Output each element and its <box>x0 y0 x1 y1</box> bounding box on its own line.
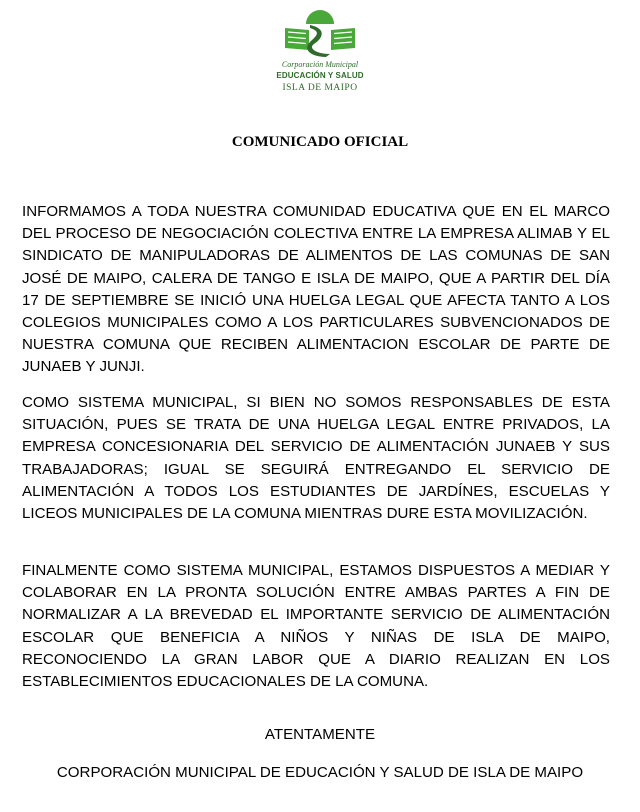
paragraph-closing-statement: FINALMENTE COMO SISTEMA MUNICIPAL, ESTAMOS DISPUESTOS A MEDIAR Y COLABORAR EN LA PRONTA SOLUCIÓN ENTRE AMBAS PARTES A FIN DE NORMALIZAR A LA BREVEDAD EL IMPORTANTE SERVICIO DE ALIMENTACIÓN ESCOLAR QUE BENEFICIA A NIÑOS Y NIÑAS DE ISLA DE MAIPO, RECONOCIENDO LA GRAN LABOR QUE A DIARIO REALIZAN EN LOS ESTABLECIMIENTOS EDUCACIONALES DE LA COMUNA. <box>22 562 610 691</box>
logo-title: EDUCACIÓN Y SALUD <box>276 71 364 80</box>
paragraph-situation: COMO SISTEMA MUNICIPAL, SI BIEN NO SOMOS RESPONSABLES DE ESTA SITUACIÓN, PUES SE TRATA DE UNA HUELGA LEGAL ENTRE PRIVADOS, LA EMPRESA CONCESIONARIA DEL SERVICIO DE ALIMENTACIÓN JUNAEB Y SUS TRABAJADORAS; IGUAL SE SEGUIRÁ ENTREGANDO EL SERVICIO DE ALIMENTACIÓN A TODOS LOS ESTUDIANTES DE JARDÍNES, ESCUELAS Y LICEOS MUNICIPALES DE LA COMUNA MIENTRAS DURE ESTA MOVILIZACIÓN. <box>22 394 610 523</box>
closing-salutation: ATENTAMENTE <box>264 726 376 743</box>
logo-subtitle: Corporación Municipal <box>281 60 359 69</box>
logo-location: ISLA DE MAIPO <box>282 83 358 93</box>
book-leaf-emblem-icon <box>282 8 358 60</box>
document-title: COMUNICADO OFICIAL <box>231 134 409 150</box>
paragraph-intro: INFORMAMOS A TODA NUESTRA COMUNIDAD EDUCATIVA QUE EN EL MARCO DEL PROCESO DE NEGOCIACIÓN COLECTIVA ENTRE LA EMPRESA ALIMAB Y EL SINDICATO DE MANIPULADORAS DE ALIMENTOS DE LAS COMUNAS DE SAN JOSÉ DE MAIPO, CALERA DE TANGO E ISLA DE MAIPO, QUE A PARTIR DEL DÍA 17 DE SEPTIEMBRE SE INICIÓ UNA HUELGA LEGAL QUE AFECTA TANTO A LOS COLEGIOS MUNICIPALES COMO A LOS PARTICULARES SUBVENCIONADOS DE NUESTRA COMUNA QUE RECIBEN ALIMENTACION ESCOLAR DE PARTE DE JUNAEB Y JUNJI. <box>22 203 610 376</box>
organization-logo <box>272 8 368 96</box>
signature-line: CORPORACIÓN MUNICIPAL DE EDUCACIÓN Y SALUD DE ISLA DE MAIPO <box>56 764 584 781</box>
